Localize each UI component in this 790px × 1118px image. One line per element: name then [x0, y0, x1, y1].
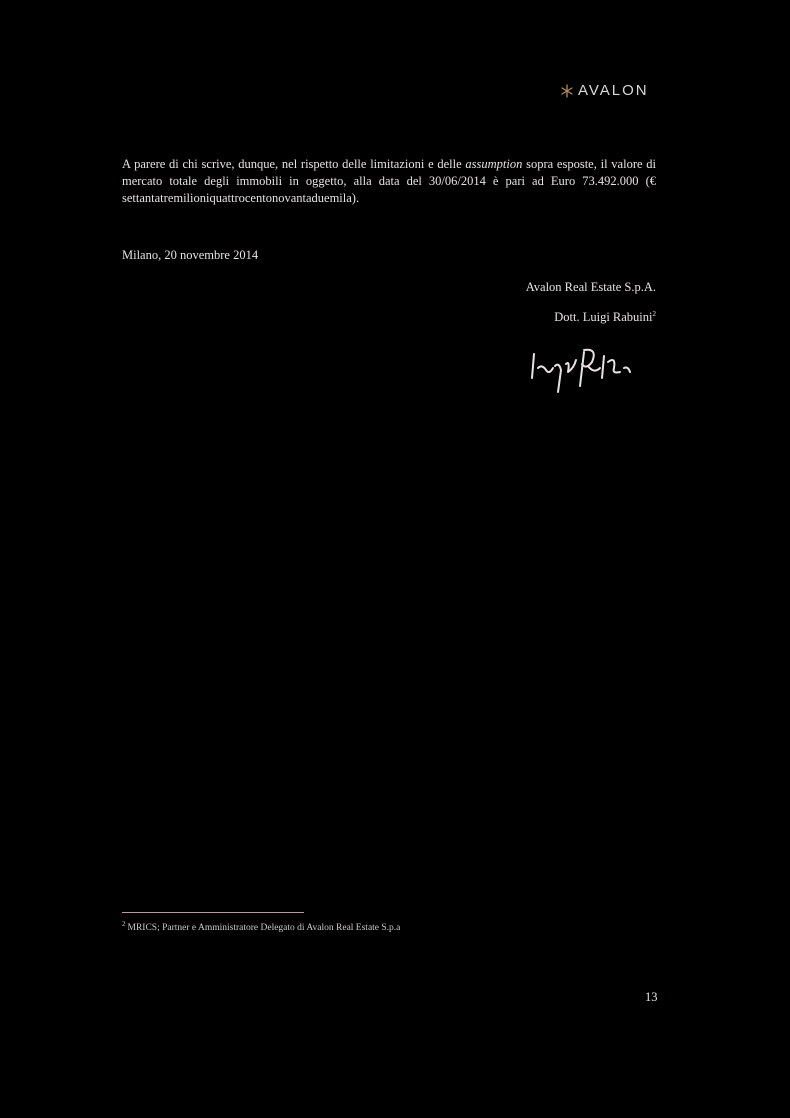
paragraph-text-1: A parere di chi scrive, dunque, nel rispetto delle limitazioni e delle: [122, 157, 466, 171]
footnote-divider: [122, 912, 304, 913]
avalon-star-icon: [560, 83, 574, 99]
signer-name: [554, 310, 656, 325]
signer-name-text: Dott. Luigi Rabuini: [554, 310, 653, 325]
footnote: [122, 920, 400, 933]
avalon-logo: [560, 82, 649, 99]
paragraph-italic-term: assumption: [465, 157, 523, 171]
signer-footnote-ref: 2: [652, 310, 656, 318]
valuation-paragraph: [122, 156, 656, 207]
footnote-number: 2: [122, 920, 126, 928]
page-number: 13: [645, 990, 658, 1004]
company-name: Avalon Real Estate S.p.A.: [525, 280, 656, 294]
footnote-text: MRICS; Partner e Amministratore Delegato di Avalon Real Estate S.p.a: [127, 923, 401, 934]
paragraph-text-2: sopra esposte, il valore di mercato totale degli immobili in oggetto, alla data del 30/06/2014 è pari ad Euro 73.492.000 (€ settantatremilioniquattrocentonovantaduemila).: [122, 157, 656, 205]
place-date: Milano, 20 novembre 2014: [122, 248, 259, 262]
logo-wordmark: AVALON: [578, 82, 649, 99]
handwritten-signature: [528, 338, 640, 400]
